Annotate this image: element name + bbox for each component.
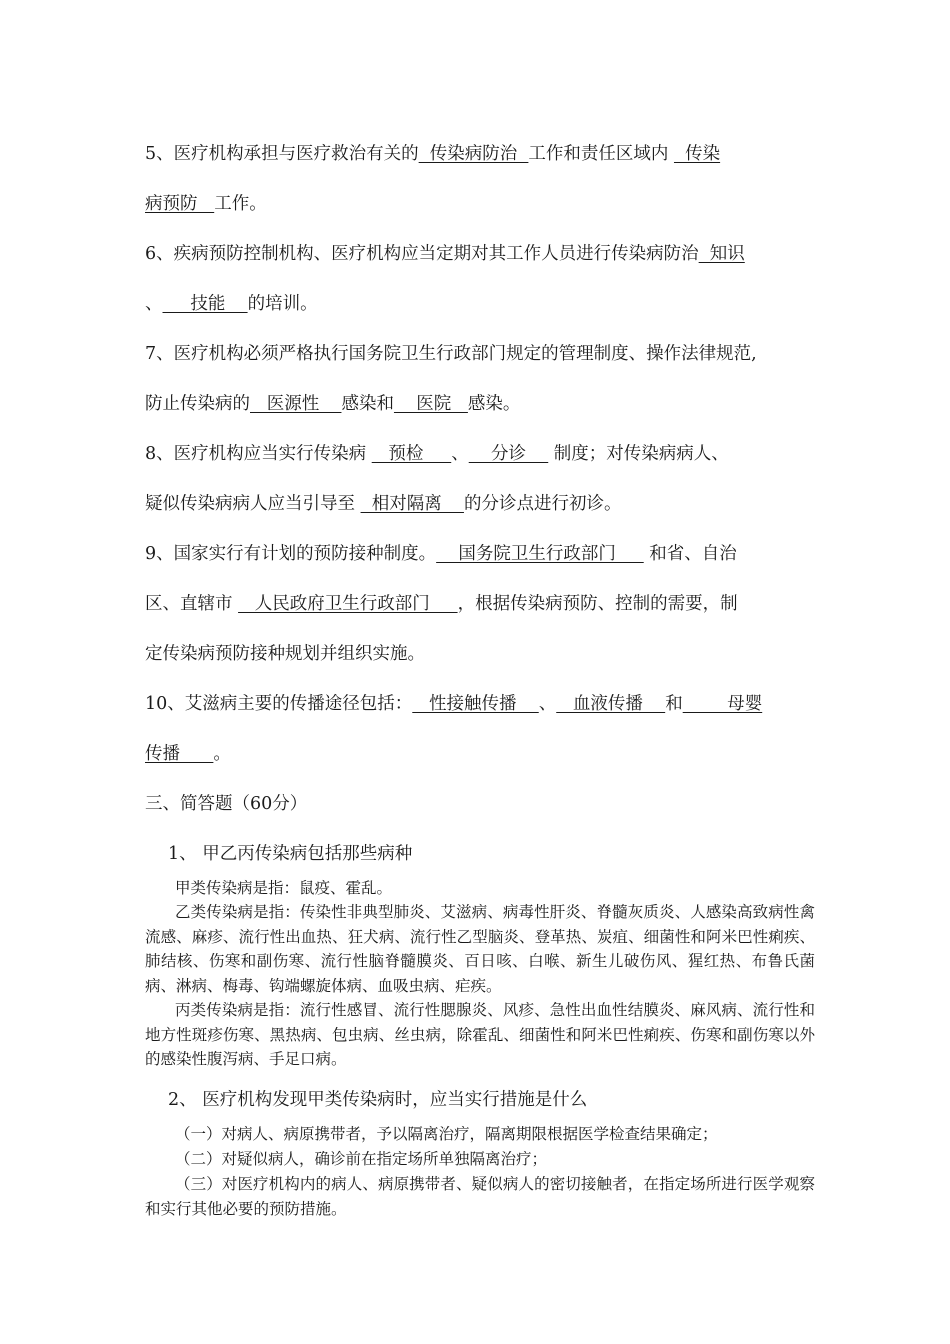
q10-text-2: 、	[538, 694, 557, 714]
q5-answer-2-cont: 病预防	[145, 194, 215, 214]
q5-answer-2: 传染	[673, 144, 721, 164]
q10-line-1	[145, 690, 825, 715]
q10-answer-3-cont: 传播	[145, 744, 214, 764]
q10-line-2	[145, 740, 825, 765]
answer-2-item-1: （一）对病人、病原携带者，予以隔离治疗，隔离期限根据医学检查结果确定；	[175, 1125, 718, 1143]
q7-text-3: 感染和	[341, 394, 394, 414]
q6-answer-1: 知识	[698, 244, 745, 264]
q10-text: 10、艾滋病主要的传播途径包括：	[145, 694, 413, 714]
answer-1-class-a: 甲类传染病是指：鼠疫、霍乱。	[175, 879, 393, 897]
q6-text-2: 、	[145, 294, 163, 314]
q9-text-5: 定传染病预防接种规划并组织实施。	[145, 644, 425, 664]
q5-line-1	[145, 140, 825, 165]
q7-line-2	[145, 390, 825, 415]
q6-line-2	[145, 290, 825, 315]
answer-1-class-c: 丙类传染病是指：流行性感冒、流行性腮腺炎、风疹、急性出血性结膜炎、麻风病、流行性和地方性斑疹伤寒、黑热病、包虫病、丝虫病，除霍乱、细菌性和阿米巴性痢疾、伤寒和副伤寒以外的感染性腹泻病、手足口病。	[145, 1001, 815, 1068]
q8-text-2: 、	[451, 444, 469, 464]
q8-line-2	[145, 490, 825, 515]
q5-line-2	[145, 190, 825, 215]
q5-text-3: 工作。	[214, 194, 267, 214]
q9-answer-2: 人民政府卫生行政部门	[238, 594, 458, 614]
q8-text-3: 制度；对传染病病人、	[548, 444, 729, 464]
q6-line-1	[145, 240, 825, 265]
q5-text-2: 工作和责任区域内	[528, 144, 674, 164]
q9-text-3: 区、直辖市	[145, 594, 239, 614]
q9-answer-1: 国务院卫生行政部门	[436, 544, 644, 564]
q10-text-3: 和	[665, 694, 683, 714]
q9-line-1	[145, 540, 825, 565]
q9-text: 9、国家实行有计划的预防接种制度。	[145, 544, 437, 564]
q10-answer-1: 性接触传播	[412, 694, 539, 714]
answer-2-item-2: （二）对疑似病人，确诊前在指定场所单独隔离治疗；	[175, 1150, 548, 1168]
section-heading: 三、简答题（60分）	[145, 794, 308, 814]
q8-text-4: 疑似传染病病人应当引导至	[145, 494, 361, 514]
q10-answer-2: 血液传播	[556, 694, 666, 714]
answer-2-item-3: （三）对医疗机构内的病人、病原携带者、疑似病人的密切接触者，在指定场所进行医学观察和实行其他必要的预防措施。	[145, 1175, 815, 1218]
q8-answer-2: 分诊	[468, 444, 549, 464]
answer-1-class-b: 乙类传染病是指：传染性非典型肺炎、艾滋病、病毒性肝炎、脊髓灰质炎、人感染高致病性禽流感、麻疹、流行性出血热、狂犬病、流行性乙型脑炎、登革热、炭疽、细菌性和阿米巴性痢疾、肺结核、伤寒和副伤寒、流行性脑脊髓膜炎、百日咳、白喉、新生儿破伤风、猩红热、布鲁氏菌病、淋病、梅毒、钩端螺旋体病、血吸虫病、疟疾。	[145, 903, 815, 995]
q7-text-2: 防止传染病的	[145, 394, 250, 414]
q8-line-1	[145, 440, 825, 465]
q9-line-3	[145, 640, 825, 665]
q7-answer-2: 医院	[393, 394, 468, 414]
question-2-title: 2、 医疗机构发现甲类传染病时，应当实行措施是什么	[168, 1090, 588, 1110]
q9-line-2	[145, 590, 825, 615]
q7-text-4: 感染。	[467, 394, 521, 414]
q6-text: 6、疾病预防控制机构、医疗机构应当定期对其工作人员进行传染病防治	[145, 244, 699, 264]
q9-text-2: 和省、自治	[643, 544, 737, 564]
q5-answer-1: 传染病防治	[418, 144, 529, 164]
q6-text-3: 的培训。	[247, 294, 318, 314]
q6-answer-2: 技能	[162, 294, 248, 314]
q10-text-4: 。	[213, 744, 231, 764]
q7-line-1	[145, 340, 825, 365]
q8-text-5: 的分诊点进行初诊。	[463, 494, 622, 514]
q8-answer-3: 相对隔离	[360, 494, 464, 514]
q7-answer-1: 医源性	[250, 394, 342, 414]
q9-text-4: ，根据传染病预防、控制的需要，制	[457, 594, 738, 614]
q7-text: 7、医疗机构必须严格执行国务院卫生行政部门规定的管理制度、操作法律规范,	[145, 344, 757, 364]
q8-text: 8、医疗机构应当实行传染病	[145, 444, 372, 464]
q8-answer-1: 预检	[371, 444, 452, 464]
q10-answer-3: 母婴	[682, 694, 763, 714]
q5-text: 5、医疗机构承担与医疗救治有关的	[145, 144, 419, 164]
question-1-title: 1、 甲乙丙传染病包括那些病种	[168, 844, 413, 864]
